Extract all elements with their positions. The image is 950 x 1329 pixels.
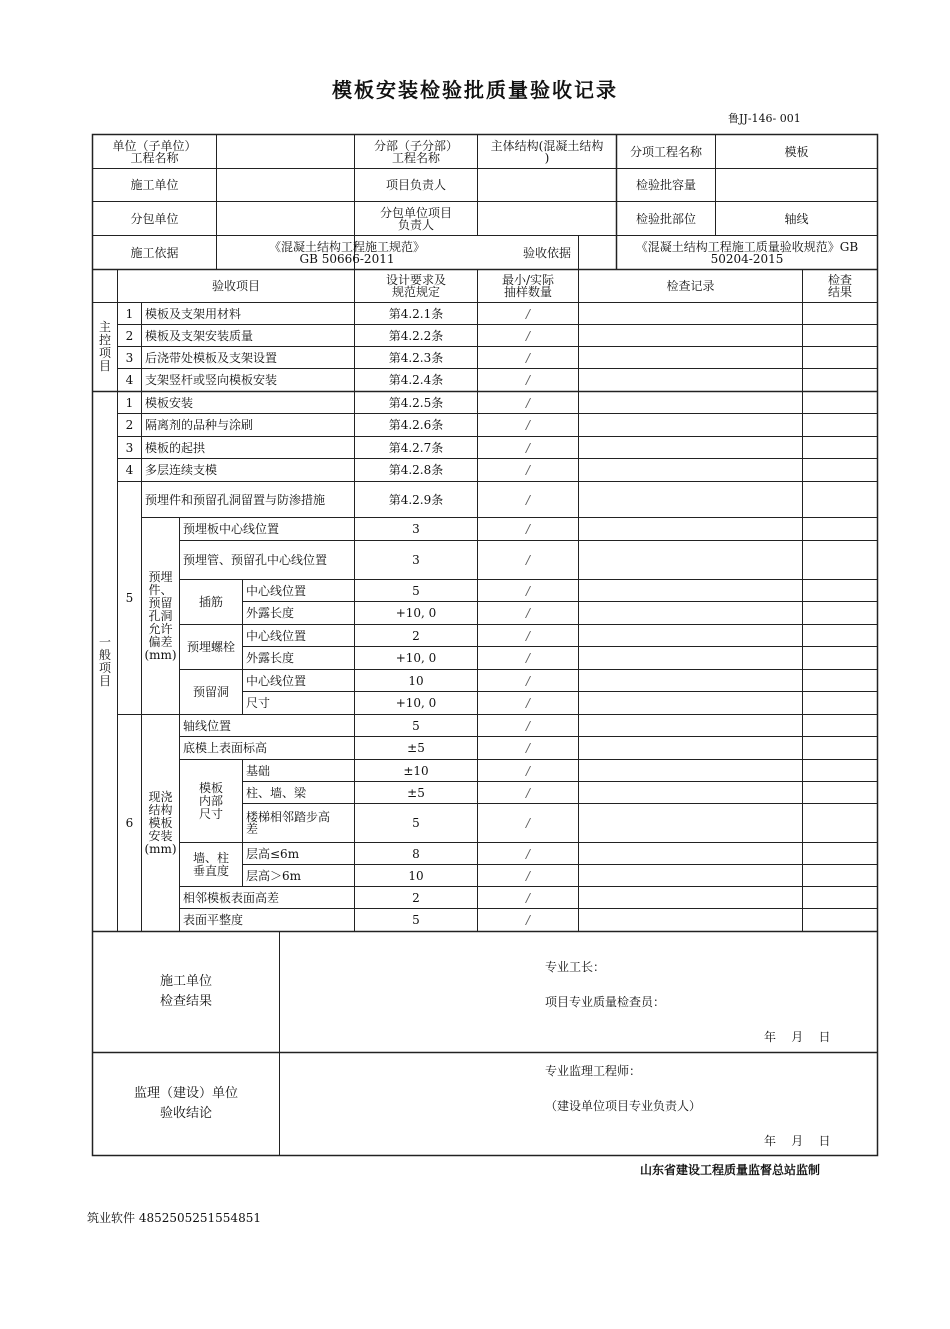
subcontractor-label: 分包单位 [130,211,179,226]
unit-project-value[interactable] [217,135,354,168]
foreman-signature-field[interactable]: 专业工长： [545,960,606,974]
constructor-value[interactable] [217,169,354,201]
tolerance-value: 10 [408,673,424,688]
tolerance-name: 外露长度 [246,651,295,665]
sample-count[interactable]: / [525,890,531,905]
sample-count[interactable]: / [525,606,531,620]
row-number: 4 [125,463,134,477]
tolerance-name: 相邻模板表面高差 [183,890,280,905]
sample-count[interactable]: / [525,741,531,755]
col-check-record: 检查记录 [666,279,715,293]
sample-count[interactable]: / [525,306,531,321]
subdivision-value[interactable]: 主体结构(混凝土结构 ) [490,138,604,165]
sample-count[interactable]: / [525,718,531,733]
tolerance-value: 5 [412,718,420,733]
supervised-by-note: 山东省建设工程质量监督总站监制 [640,1163,821,1177]
cast-in-place-group-label: 现浇 结构 模板 安装 (mm) [144,789,177,856]
row-number: 6 [125,816,134,830]
sample-count[interactable]: / [525,463,531,477]
col-check-result: 检查 结果 [827,273,852,299]
sample-count[interactable]: / [525,583,531,598]
sample-count[interactable]: / [525,785,531,800]
row-number: 1 [125,395,134,410]
sample-count[interactable]: / [525,328,531,343]
item-spec: 第4.2.4条 [388,373,444,387]
sub-item-value[interactable]: 模板 [784,144,809,159]
item-spec: 第4.2.7条 [388,440,444,455]
item-name: 模板及支架用材料 [145,306,242,321]
row-number: 2 [125,328,134,343]
item-name: 模板及支架安装质量 [145,328,254,343]
embedded-parts-group-label: 预埋 件、 预留 孔洞 允许 偏差 (mm) [144,569,177,662]
tolerance-name: 楼梯相邻踏步高 差 [246,810,331,836]
row-number: 4 [125,373,134,387]
item-name: 预埋件和预留孔洞留置与防渗措施 [145,492,326,507]
sample-count[interactable]: / [525,846,531,861]
row-number: 3 [125,440,134,455]
item-name: 支架竖杆或竖向模板安装 [145,373,278,387]
item-name: 模板安装 [145,395,194,410]
sample-count[interactable]: / [525,440,531,455]
sample-count[interactable]: / [525,373,531,387]
item-spec: 第4.2.9条 [388,492,444,507]
tolerance-name: 中心线位置 [246,628,307,643]
tolerance-subgroup-label: 预埋螺栓 [186,640,235,654]
batch-part-label: 检验批部位 [635,211,696,226]
quality-inspector-signature-field[interactable]: 项目专业质量检查员： [545,995,666,1009]
batch-part-value[interactable]: 轴线 [784,211,809,226]
sample-count[interactable]: / [525,395,531,410]
tolerance-value: ±10 [403,763,429,778]
tolerance-value: 10 [408,868,424,883]
subcontractor-pm-label: 分包单位项目 负责人 [379,205,452,232]
tolerance-value: 2 [412,628,420,643]
sample-count[interactable]: / [525,868,531,883]
batch-capacity-value[interactable] [716,169,877,201]
sample-count[interactable]: / [525,350,531,365]
item-name: 多层连续支模 [145,463,218,477]
owner-representative-signature-field[interactable]: （建设单位项目专业负责人） [545,1099,702,1113]
sample-count[interactable]: / [525,763,531,778]
row-number: 2 [125,418,134,432]
subcontractor-pm-value[interactable] [478,202,616,235]
supervisor-check-label: 监理（建设）单位 验收结论 [133,1086,238,1121]
tolerance-name: 基础 [246,763,271,778]
constructor-date-field[interactable]: 年 月 日 [764,1030,831,1044]
tolerance-name: 层高≤6m [246,846,300,861]
tolerance-value: +10, 0 [395,651,437,665]
tolerance-value: 3 [412,553,420,567]
row-number: 1 [125,306,134,321]
item-name: 隔离剂的品种与涂刷 [145,418,254,432]
sample-count[interactable]: / [525,651,531,665]
item-spec: 第4.2.1条 [388,306,444,321]
main-control-label: 主 控 项 目 [98,320,111,373]
tolerance-value: +10, 0 [395,696,437,710]
tolerance-name: 预埋板中心线位置 [183,522,280,536]
item-spec: 第4.2.2条 [388,328,444,343]
verticality-label: 墙、柱 垂直度 [192,850,229,878]
row-number: 5 [125,591,134,605]
tolerance-value: 8 [412,846,420,861]
project-manager-value[interactable] [478,169,616,201]
formwork-internal-size-label: 模板 内部 尺寸 [198,780,223,821]
batch-capacity-label: 检验批容量 [635,178,696,192]
tolerance-value: 5 [412,913,420,927]
subcontractor-value[interactable] [217,202,354,235]
acceptance-basis-label: 验收依据 [522,245,571,260]
tolerance-value: +10, 0 [395,606,437,620]
col-design-requirement: 设计要求及 规范规定 [385,273,446,299]
tolerance-name: 中心线位置 [246,583,307,598]
sample-count[interactable]: / [525,553,531,567]
tolerance-value: 2 [412,890,420,905]
tolerance-name: 表面平整度 [183,913,244,927]
software-watermark: 筑业软件 4852505251554851 [87,1211,261,1225]
tolerance-name: 底模上表面标高 [183,741,268,755]
sample-count[interactable]: / [525,418,531,432]
document-code: 鲁JJ-146- 001 [728,112,801,125]
sample-count[interactable]: / [525,816,531,830]
sample-count[interactable]: / [525,696,531,710]
tolerance-name: 轴线位置 [183,718,232,733]
tolerance-name: 层高＞6m [246,868,302,883]
sub-item-label: 分项工程名称 [629,144,702,159]
tolerance-value: 5 [412,583,420,598]
sample-count[interactable]: / [525,913,531,927]
item-name: 后浇带处模板及支架设置 [145,350,278,365]
tolerance-subgroup-label: 插筋 [198,595,223,609]
tolerance-name: 预埋管、预留孔中心线位置 [183,553,328,567]
item-spec: 第4.2.5条 [388,395,444,410]
tolerance-value: 3 [412,522,420,536]
page-title: 模板安装检验批质量验收记录 [332,78,618,102]
col-sample-count: 最小/实际 抽样数量 [501,273,555,299]
tolerance-name: 柱、墙、梁 [246,785,307,800]
supervisor-date-field[interactable]: 年 月 日 [764,1134,831,1148]
tolerance-subgroup-label: 预留洞 [192,685,229,699]
tolerance-value: 5 [412,816,420,830]
unit-project-label: 单位（子单位） 工程名称 [112,138,197,165]
row-number: 3 [125,350,134,365]
tolerance-name: 中心线位置 [246,673,307,688]
construction-basis-value[interactable]: 《混凝土结构工程施工规范》 GB 50666-2011 [268,239,425,266]
sample-count[interactable]: / [525,492,531,507]
sample-count[interactable]: / [525,628,531,643]
subdivision-label: 分部（子分部） 工程名称 [373,138,458,165]
tolerance-value: ±5 [407,741,425,755]
general-items-label: 一 般 项 目 [98,634,111,688]
col-acceptance-item: 验收项目 [211,279,260,293]
item-spec: 第4.2.8条 [388,463,444,477]
constructor-label: 施工单位 [130,178,179,192]
tolerance-value: ±5 [407,785,425,800]
sample-count[interactable]: / [525,522,531,536]
item-spec: 第4.2.3条 [388,350,444,365]
tolerance-name: 尺寸 [246,696,271,710]
acceptance-basis-value[interactable]: 《混凝土结构工程施工质量验收规范》GB 50204-2015 [635,239,859,266]
supervising-engineer-signature-field[interactable]: 专业监理工程师： [545,1064,642,1078]
item-name: 模板的起拱 [145,440,206,455]
sample-count[interactable]: / [525,673,531,688]
construction-basis-label: 施工依据 [130,245,179,260]
tolerance-name: 外露长度 [246,606,295,620]
project-manager-label: 项目负责人 [385,178,446,192]
item-spec: 第4.2.6条 [388,418,444,432]
constructor-check-label: 施工单位 检查结果 [159,974,212,1009]
